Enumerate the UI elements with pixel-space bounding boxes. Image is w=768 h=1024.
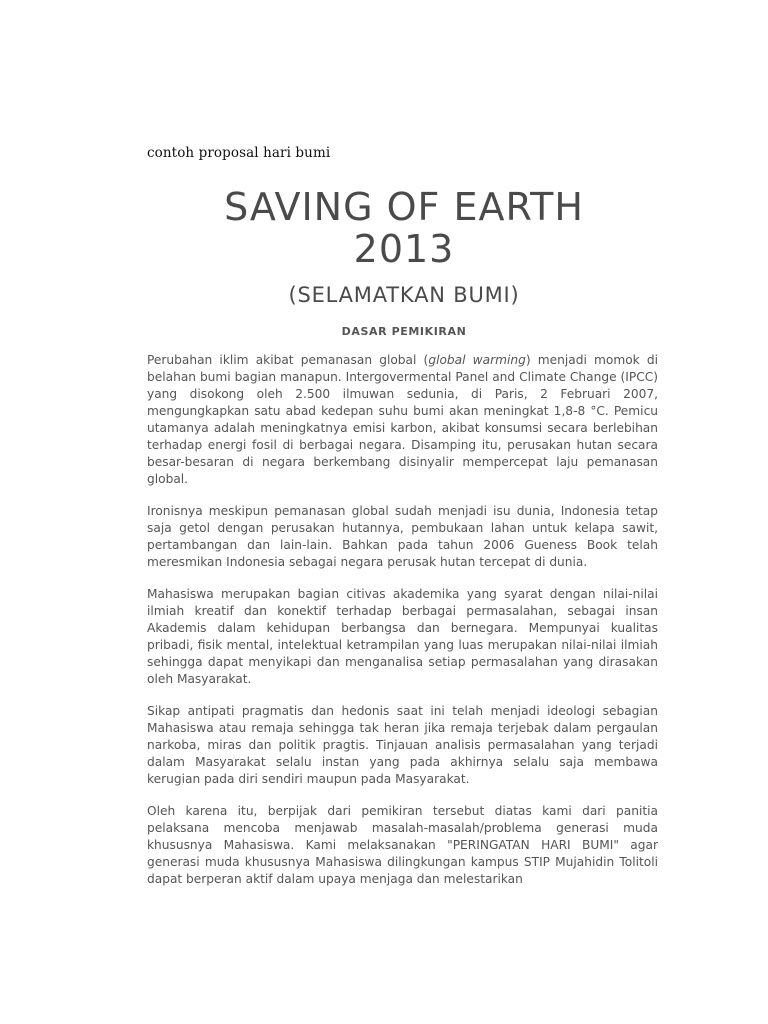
paragraph-1-text-a: Perubahan iklim akibat pemanasan global (	[147, 353, 429, 367]
title-line-2: 2013	[353, 227, 455, 271]
paragraph-5: Oleh karena itu, berpijak dari pemikiran tersebut diatas kami dari panitia pelaksana mencoba menjawab masalah-masalah/problema generasi muda khususnya Mahasiswa. Kami melaksanakan "PERINGATAN HARI BUMI" agar generasi muda khususnya Mahasiswa dilingkungan kampus STIP Mujahidin Tolitoli dapat berperan aktif dalam upaya menjaga dan melestarikan	[147, 804, 658, 886]
paragraph-1	[147, 352, 658, 488]
document-body	[147, 352, 658, 888]
paragraph-2: Ironisnya meskipun pemanasan global sudah menjadi isu dunia, Indonesia tetap saja getol dengan perusakan hutannya, pembukaan lahan untuk kelapa sawit, pertambangan dan lain-lain. Bahkan pada tahun 2006 Gueness Book telah meresmikan Indonesia sebagai negara perusak hutan tercepat di dunia.	[147, 504, 658, 569]
section-heading: DASAR PEMIKIRAN	[341, 325, 467, 338]
document-subtitle: (SELAMATKAN BUMI)	[288, 283, 520, 307]
document-title	[147, 186, 661, 270]
paragraph-1-text-b: ) menjadi momok di belahan bumi bagian manapun. Intergovermental Panel and Climate Change (IPCC) yang disokong oleh 2.500 ilmuwan sedunia, di Paris, 2 Februari 2007, mengungkapkan satu abad kedepan suhu bumi akan meningkat 1,8-8 °C. Pemicu utamanya adalah meningkatnya emisi karbon, akibat konsumsi secara berlebihan terhadap energi fosil di berbagai negara. Disamping itu, perusakan hutan secara besar-besaran di negara berkembang disinyalir mempercepat laju pemanasan global.	[147, 353, 659, 486]
paragraph-3: Mahasiswa merupakan bagian citivas akademika yang syarat dengan nilai-nilai ilmiah kreatif dan konektif terhadap berbagai permasalahan, sebagai insan Akademis dalam kehidupan berbangsa dan bernegara. Mempunyai kualitas pribadi, fisik mental, intelektual ketrampilan yang luas merupakan nilai-nilai ilmiah sehingga dapat menyikapi dan menganalisa setiap permasalahan yang dirasakan oleh Masyarakat.	[147, 587, 658, 686]
paragraph-4: Sikap antipati pragmatis dan hedonis saat ini telah menjadi ideologi sebagian Mahasiswa atau remaja sehingga tak heran jika remaja terjebak dalam pergaulan narkoba, miras dan politik pragtis. Tinjauan analisis permasalahan yang terjadi dalam Masyarakat selalu instan yang pada akhirnya selalu saja membawa kerugian pada diri sendiri maupun pada Masyarakat.	[147, 704, 658, 786]
title-line-1: SAVING OF EARTH	[224, 185, 584, 229]
paragraph-1-italic-term: global warming	[428, 353, 526, 367]
header-note: contoh proposal hari bumi	[147, 145, 331, 161]
